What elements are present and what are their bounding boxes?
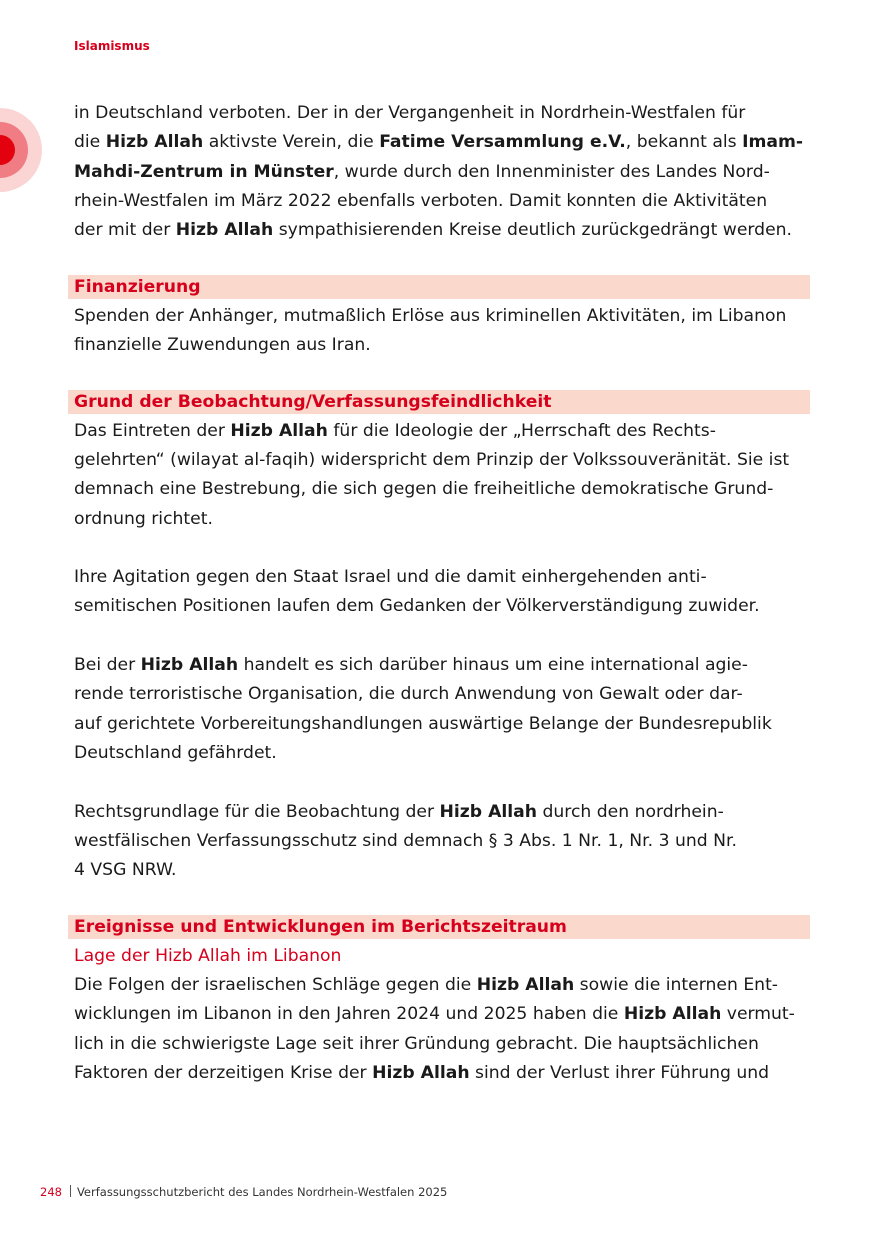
text-run: für die Ideologie der „Herrschaft des Rechts- xyxy=(327,420,716,441)
text-run: handelt es sich darüber hinaus um eine international agie- xyxy=(238,655,748,676)
bold-term: Hizb Allah xyxy=(105,132,204,153)
text-run: sind der Verlust ihrer Führung und xyxy=(469,1062,770,1083)
text-run: , bekannt als xyxy=(625,132,743,153)
text-run: der mit der xyxy=(74,220,176,241)
text-line: gelehrten“ (wilayat al-faqih) widerspricht dem Prinzip der Volkssouveränität. Sie ist xyxy=(74,449,790,470)
text-run: sowie die internen Ent- xyxy=(574,975,779,996)
text-line: Spenden der Anhänger, mutmaßlich Erlöse aus kriminellen Aktivitäten, im Libanon xyxy=(74,305,787,326)
text-run: aktivste Verein, die xyxy=(203,132,380,153)
margin-target-marker-icon xyxy=(0,107,43,193)
bold-term: Mahdi-Zentrum in Münster xyxy=(74,161,334,182)
grund-paragraph-1 xyxy=(74,417,804,534)
text-run: sympathisierenden Kreise deutlich zurückgedrängt werden. xyxy=(273,220,793,241)
text-run: Bei der xyxy=(74,655,141,676)
bold-term: Hizb Allah xyxy=(175,220,274,241)
text-run: Die Folgen der israelischen Schläge gegen die xyxy=(74,975,477,996)
text-run: wicklungen im Libanon in den Jahren 2024 und 2025 haben die xyxy=(74,1004,624,1025)
section-heading-ereignisse: Ereignisse und Entwicklungen im Berichtszeitraum xyxy=(68,915,810,939)
grund-paragraph-2 xyxy=(74,563,804,622)
text-line: Ihre Agitation gegen den Staat Israel und die damit einhergehenden anti- xyxy=(74,567,707,588)
text-run: vermut- xyxy=(721,1004,795,1025)
text-line: 4 VSG NRW. xyxy=(74,860,177,881)
finanzierung-paragraph xyxy=(74,302,804,361)
text-line: lich in die schwierigste Lage seit ihrer Gründung gebracht. Die hauptsächlichen xyxy=(74,1033,759,1054)
bold-term: Imam- xyxy=(742,132,804,153)
text-run: durch den nordrhein- xyxy=(537,801,724,822)
section-heading-grund: Grund der Beobachtung/Verfassungsfeindlichkeit xyxy=(68,390,810,414)
bold-term: Hizb Allah xyxy=(476,975,575,996)
text-line: ordnung richtet. xyxy=(74,508,213,529)
bold-term: Fatime Versammlung e.V. xyxy=(379,132,626,153)
text-run: die xyxy=(74,132,106,153)
text-line: auf gerichtete Vorbereitungshandlungen auswärtige Belange der Bundesrepublik xyxy=(74,713,772,734)
text-line: demnach eine Bestrebung, die sich gegen die freiheitliche demokratische Grund- xyxy=(74,479,774,500)
text-line: semitischen Positionen laufen dem Gedanken der Völkerverständigung zuwider. xyxy=(74,596,760,617)
text-line: Deutschland gefährdet. xyxy=(74,742,277,763)
text-run: Rechtsgrundlage für die Beobachtung der xyxy=(74,801,440,822)
subheading-lage-libanon: Lage der Hizb Allah im Libanon xyxy=(74,945,342,966)
text-line: in Deutschland verboten. Der in der Vergangenheit in Nordrhein-Westfalen für xyxy=(74,103,746,123)
bold-term: Hizb Allah xyxy=(230,420,328,441)
text-line: rhein-Westfalen im März 2022 ebenfalls verboten. Damit konnten die Aktivitäten xyxy=(74,190,768,211)
grund-paragraph-4 xyxy=(74,798,804,886)
section-heading-finanzierung: Finanzierung xyxy=(68,275,810,299)
bold-term: Hizb Allah xyxy=(623,1004,722,1025)
text-line: westfälischen Verfassungsschutz sind demnach § 3 Abs. 1 Nr. 1, Nr. 3 und Nr. xyxy=(74,830,737,851)
page-body xyxy=(74,99,804,1088)
bold-term: Hizb Allah xyxy=(140,655,239,676)
footer-divider xyxy=(70,1185,71,1197)
publication-title: Verfassungsschutzbericht des Landes Nordrhein-Westfalen 2025 xyxy=(76,1185,448,1199)
intro-paragraph xyxy=(74,99,804,245)
text-run: Faktoren der derzeitigen Krise der xyxy=(74,1062,373,1083)
text-run: , wurde durch den Innenminister des Landes Nord- xyxy=(333,161,770,182)
text-line: finanzielle Zuwendungen aus Iran. xyxy=(74,335,371,356)
bold-term: Hizb Allah xyxy=(439,801,537,822)
page-footer xyxy=(40,1185,447,1199)
grund-paragraph-3 xyxy=(74,651,804,768)
bold-term: Hizb Allah xyxy=(372,1062,470,1083)
page-number: 248 xyxy=(40,1185,62,1199)
ereignisse-paragraph-1 xyxy=(74,971,804,1088)
running-header-section-label: Islamismus xyxy=(74,39,150,53)
text-line: rende terroristische Organisation, die durch Anwendung von Gewalt oder dar- xyxy=(74,684,743,705)
text-run: Das Eintreten der xyxy=(74,420,231,441)
